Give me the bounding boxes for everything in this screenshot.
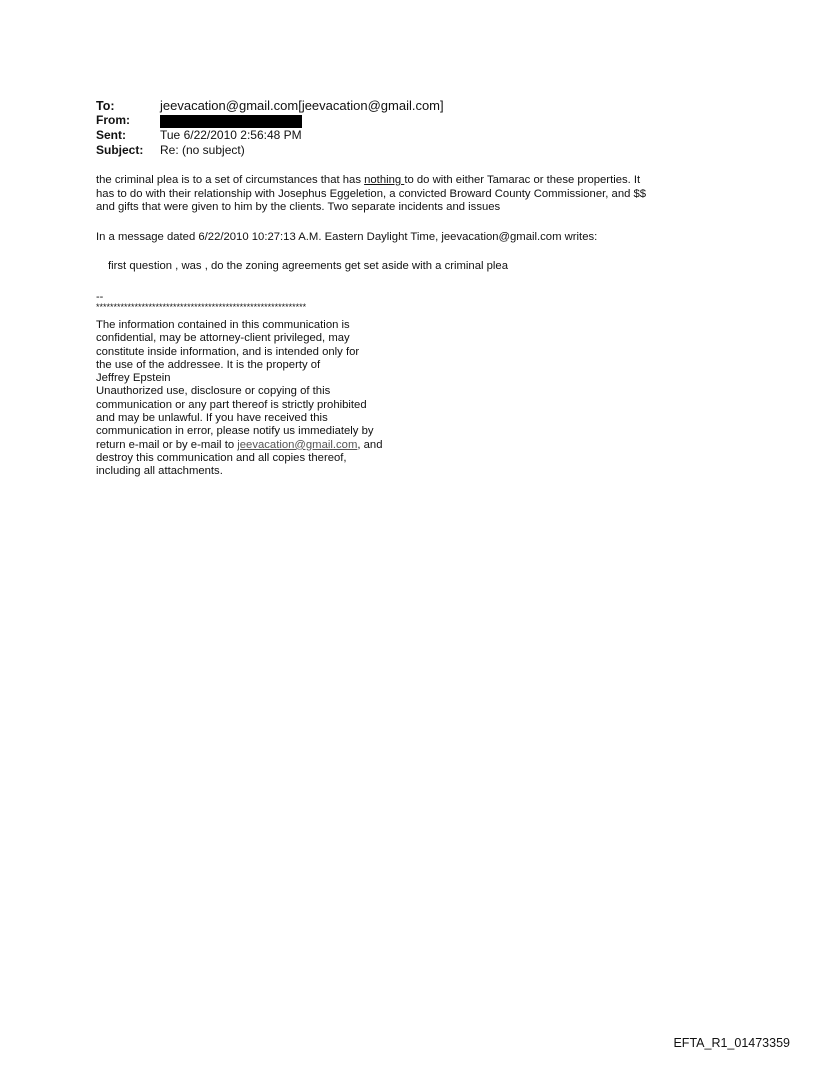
disclaimer-line: communication in error, please notify us immediately by bbox=[96, 425, 374, 438]
disclaimer-line: Unauthorized use, disclosure or copying of this bbox=[96, 385, 331, 398]
from-value bbox=[160, 113, 302, 128]
quoted-message: first question , was , do the zoning agreements get set aside with a criminal plea bbox=[108, 260, 508, 272]
subject-value: Re: (no subject) bbox=[160, 143, 245, 157]
redaction-box bbox=[160, 115, 302, 128]
disclaimer-line: confidential, may be attorney-client privileged, may bbox=[96, 332, 350, 345]
to-label: To: bbox=[96, 99, 115, 113]
disclaimer-line: including all attachments. bbox=[96, 465, 223, 478]
disclaimer-line: Jeffrey Epstein bbox=[96, 372, 171, 385]
email-header bbox=[96, 98, 736, 158]
message-paragraph bbox=[96, 174, 736, 215]
return-line-tail: , and bbox=[357, 438, 383, 451]
disclaimer-return-line bbox=[96, 439, 436, 452]
from-row bbox=[96, 113, 736, 128]
document-id: EFTA_R1_01473359 bbox=[673, 1036, 790, 1050]
paragraph-line-3: and gifts that were given to him by the clients. Two separate incidents and issues bbox=[96, 201, 501, 213]
confidentiality-disclaimer bbox=[96, 319, 436, 479]
from-label: From: bbox=[96, 113, 130, 127]
paragraph-text-end: to do with either Tamarac or these properties. It bbox=[404, 174, 641, 186]
quote-intro: In a message dated 6/22/2010 10:27:13 A.M. Eastern Daylight Time, jeevacation@gmail.com writes: bbox=[96, 231, 598, 243]
sent-value: Tue 6/22/2010 2:56:48 PM bbox=[160, 128, 302, 142]
signature-separator: -- bbox=[96, 291, 104, 303]
paragraph-text-start: the criminal plea is to a set of circumstances that has bbox=[96, 174, 365, 186]
disclaimer-line: destroy this communication and all copies thereof, bbox=[96, 451, 347, 464]
to-value: jeevacation@gmail.com[jeevacation@gmail.com] bbox=[160, 98, 444, 113]
disclaimer-line: the use of the addressee. It is the property of bbox=[96, 358, 321, 371]
signature-stars: ************************************************************ bbox=[96, 302, 307, 312]
email-link[interactable]: jeevacation@gmail.com bbox=[237, 438, 358, 451]
subject-row bbox=[96, 143, 736, 158]
disclaimer-line: and may be unlawful. If you have received this bbox=[96, 412, 328, 425]
sent-row bbox=[96, 128, 736, 143]
return-line-text: return e-mail or by e-mail to bbox=[96, 438, 238, 451]
disclaimer-line: constitute inside information, and is intended only for bbox=[96, 345, 360, 358]
disclaimer-line: communication or any part thereof is strictly prohibited bbox=[96, 398, 367, 411]
sent-label: Sent: bbox=[96, 128, 126, 142]
underlined-word: nothing bbox=[364, 174, 405, 186]
subject-label: Subject: bbox=[96, 143, 144, 157]
to-row bbox=[96, 98, 736, 113]
disclaimer-line: The information contained in this communication is bbox=[96, 319, 350, 331]
paragraph-line-2: has to do with their relationship with Josephus Eggeletion, a convicted Broward County Commissioner, and $$ bbox=[96, 187, 647, 200]
